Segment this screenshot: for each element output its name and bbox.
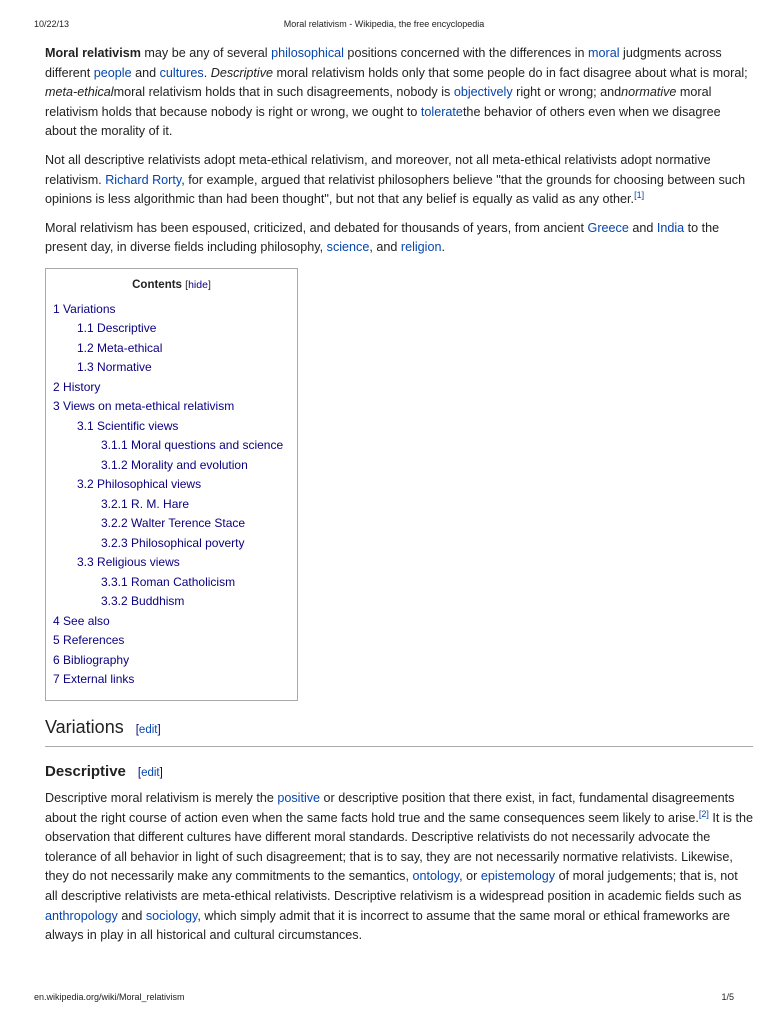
link-anthropology[interactable]: anthropology — [45, 908, 118, 923]
section-heading-variations: Variations [edit] — [45, 715, 753, 747]
toc-item[interactable]: 3.1.1 Moral questions and science — [101, 438, 284, 453]
toc-item[interactable]: 3.1 Scientific views — [77, 418, 179, 433]
print-header — [34, 19, 734, 31]
toc-item[interactable]: 5 References — [53, 633, 125, 648]
link-ontology[interactable]: ontology — [412, 869, 460, 884]
link-objectively[interactable]: objectively — [453, 85, 513, 100]
reference-1[interactable]: [1] — [634, 189, 645, 200]
link-tolerate[interactable]: tolerate — [420, 104, 463, 119]
toc-item[interactable]: 2 History — [53, 379, 101, 394]
descriptive-paragraph: Descriptive moral relativism is merely the positive or descriptive position that there exist, in fact, fundamental disagreements about the right course of action even when the same facts hold true and the same consequences seem likely to arise.[2] It is the observation that different cultures have different moral standards. Descriptive relativists do not necessarily advocate the tolerance of all behavior in light of such disagreement; that is to say, they are not necessarily normative relativists. Likewise, they do not necessarily make any commitments to the semantics, ontology, or epistemology of moral judgements; that is, not all descriptive relativists are meta-ethical relativists. Descriptive relativism is a widespread position in academic fields such as anthropology and sociology, which simply admit that it is incorrect to assume that the same moral or ethical frameworks are always in play in all historical and cultural circumstances. — [45, 790, 753, 943]
reference-2[interactable]: [2] — [698, 808, 709, 819]
toc-item[interactable]: 6 Bibliography — [53, 652, 130, 667]
link-india[interactable]: India — [656, 220, 685, 235]
print-date: 10/22/13 — [34, 19, 70, 29]
toc-item[interactable]: 3.3.2 Buddhism — [101, 594, 185, 609]
intro-paragraph-2: Not all descriptive relativists adopt meta-ethical relativism, and moreover, not all meta-ethical relativists adopt normative relativism. Richard Rorty, for example, argued that relativist philosophers believe "that the grounds for choosing between such opinions is less algorithmic than had been thought", but not that any belief is equally as valid as any other.[1] — [45, 152, 746, 207]
toc-hide-link[interactable]: hide — [188, 278, 208, 291]
toc-title: Contents [hide] — [132, 278, 211, 291]
link-cultures[interactable]: cultures — [159, 65, 204, 80]
link-richard-rorty[interactable]: Richard Rorty — [105, 172, 182, 187]
toc-item[interactable]: 7 External links — [53, 672, 135, 687]
print-url: en.wikipedia.org/wiki/Moral_relativism — [34, 992, 185, 1002]
toc-item[interactable]: 1.1 Descriptive — [77, 321, 157, 336]
toc-item[interactable]: 3.2 Philosophical views — [77, 477, 202, 492]
toc-item[interactable]: 1 Variations — [53, 301, 116, 316]
toc-item[interactable]: 4 See also — [53, 613, 110, 628]
print-footer — [34, 992, 734, 1004]
link-greece[interactable]: Greece — [587, 220, 629, 235]
section-heading-descriptive: Descriptive [edit] — [45, 762, 163, 780]
toc-item[interactable]: 3.2.1 R. M. Hare — [101, 496, 190, 511]
article-content — [45, 44, 753, 955]
link-epistemology[interactable]: epistemology — [480, 869, 556, 884]
link-people[interactable]: people — [93, 65, 132, 80]
toc-item[interactable]: 3.3 Religious views — [77, 555, 180, 570]
table-of-contents — [45, 268, 298, 701]
link-science[interactable]: science — [326, 240, 370, 255]
edit-link-variations[interactable]: edit — [138, 723, 158, 736]
link-sociology[interactable]: sociology — [145, 908, 198, 923]
toc-item[interactable]: 3.3.1 Roman Catholicism — [101, 574, 236, 589]
toc-item[interactable]: 1.2 Meta-ethical — [77, 340, 163, 355]
toc-item[interactable]: 3.2.2 Walter Terence Stace — [101, 516, 246, 531]
toc-item[interactable]: 3.1.2 Morality and evolution — [101, 457, 248, 472]
print-page-number: 1/5 — [721, 992, 734, 1002]
link-moral[interactable]: moral — [588, 46, 620, 60]
intro-paragraph-1: Moral relativism may be any of several philosophical positions concerned with the differences in moral judgments across different people and cultures. Descriptive moral relativism holds only that some people do in fact disagree about what is moral; meta-ethicalmoral relativism holds that in such disagreements, nobody is objectively right or wrong; andnormative moral relativism holds that because nobody is right or wrong, we ought to toleratethe behavior of others even when we disagree about the morality of it. — [45, 46, 748, 139]
toc-item[interactable]: 3 Views on meta-ethical relativism — [53, 399, 235, 414]
toc-item[interactable]: 1.3 Normative — [77, 360, 152, 375]
link-religion[interactable]: religion — [400, 240, 442, 255]
article-subject: Moral relativism — [45, 46, 141, 60]
print-title: Moral relativism - Wikipedia, the free encyclopedia — [283, 19, 485, 29]
intro-paragraph-3: Moral relativism has been espoused, criticized, and debated for thousands of years, from ancient Greece and India to the present day, in diverse fields including philosophy, science, and religion. — [45, 220, 720, 255]
edit-link-descriptive[interactable]: edit — [141, 766, 160, 779]
link-philosophical[interactable]: philosophical — [271, 46, 344, 60]
link-positive[interactable]: positive — [277, 790, 321, 805]
toc-item[interactable]: 3.2.3 Philosophical poverty — [101, 535, 245, 550]
